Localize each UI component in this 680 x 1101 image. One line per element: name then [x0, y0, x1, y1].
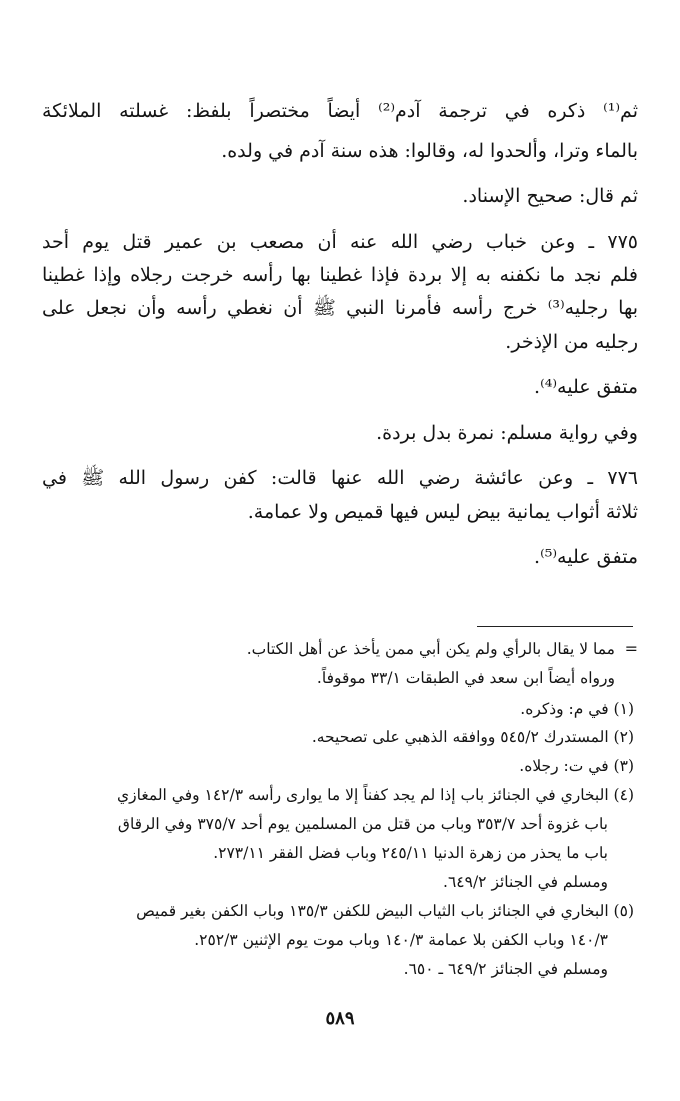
hadith-775-line: ٧٧٥ ـ وعن خباب رضي الله عنه أن مصعب بن عمير قتل يوم أحد	[42, 231, 638, 253]
footnote-line: ورواه أيضاً ابن سعد في الطبقات ٣٣/١ موقوفاً.	[316, 669, 615, 687]
hadith-775-line: بها رجليه⁽³⁾ خرج رأسه فأمرنا النبي ﷺ أن نغطي رأسه وأن نجعل على	[42, 297, 638, 319]
footnote-2: (٢) المستدرك ٥٤٥/٢ ووافقه الذهبي على تصحيحه.	[311, 728, 634, 746]
footnote-4: (٤) البخاري في الجنائز باب إذا لم يجد كفناً إلا ما يوارى رأسه ١٤٢/٣ وفي المغازي	[117, 786, 634, 804]
footnote-continuation-marker: =	[624, 639, 638, 658]
body-line: ثم قال: صحيح الإسناد.	[462, 185, 638, 207]
footnote-1: (١) في م: وذكره.	[520, 700, 634, 718]
body-line: وفي رواية مسلم: نمرة بدل بردة.	[376, 422, 638, 444]
hadith-776-line: ثلاثة أثواب يمانية بيض ليس فيها قميص ولا عمامة.	[247, 501, 638, 523]
body-line: متفق عليه⁽⁴⁾.	[534, 376, 638, 398]
footnote-3: (٣) في ت: رجلاه.	[519, 757, 634, 775]
footnote-4-line: باب ما يحذر من زهرة الدنيا ٢٤٥/١١ وباب فضل الفقر ٢٧٣/١١.	[213, 844, 608, 862]
hadith-776-line: ٧٧٦ ـ وعن عائشة رضي الله عنها قالت: كفن رسول الله ﷺ في	[42, 467, 638, 489]
body-line: متفق عليه⁽⁵⁾.	[534, 546, 638, 568]
page-number: ٥٨٩	[325, 1008, 355, 1029]
body-line: بالماء وترا، وألحدوا له، وقالوا: هذه سنة آدم في ولده.	[221, 140, 638, 162]
footnote-5-line: ١٤٠/٣ وباب الكفن بلا عمامة ١٤٠/٣ وباب موت يوم الإثنين ٢٥٢/٣.	[194, 931, 608, 949]
hadith-775-line: رجليه من الإذخر.	[505, 331, 638, 353]
footnote-5: (٥) البخاري في الجنائز باب الثياب البيض للكفن ١٣٥/٣ وباب الكفن بغير قميص	[136, 902, 634, 920]
footnote-line: مما لا يقال بالرأي ولم يكن أبي ممن يأخذ عن أهل الكتاب.	[246, 640, 615, 658]
hadith-775-line: فلم نجد ما نكفنه به إلا بردة فإذا غطينا بها رأسه خرجت رجلاه وإذا غطينا	[42, 264, 638, 286]
body-line: ثم⁽¹⁾ ذكره في ترجمة آدم⁽²⁾ أيضاً مختصراً بلفظ: غسلته الملائكة	[42, 100, 638, 122]
footnote-4-line: باب غزوة أحد ٣٥٣/٧ وباب من قتل من المسلمين يوم أحد ٣٧٥/٧ وفي الرقاق	[117, 815, 608, 833]
footnote-separator	[477, 626, 633, 627]
footnote-5-line: ومسلم في الجنائز ٦٤٩/٢ ـ ٦٥٠.	[403, 960, 608, 978]
footnote-4-line: ومسلم في الجنائز ٦٤٩/٢.	[443, 873, 608, 891]
